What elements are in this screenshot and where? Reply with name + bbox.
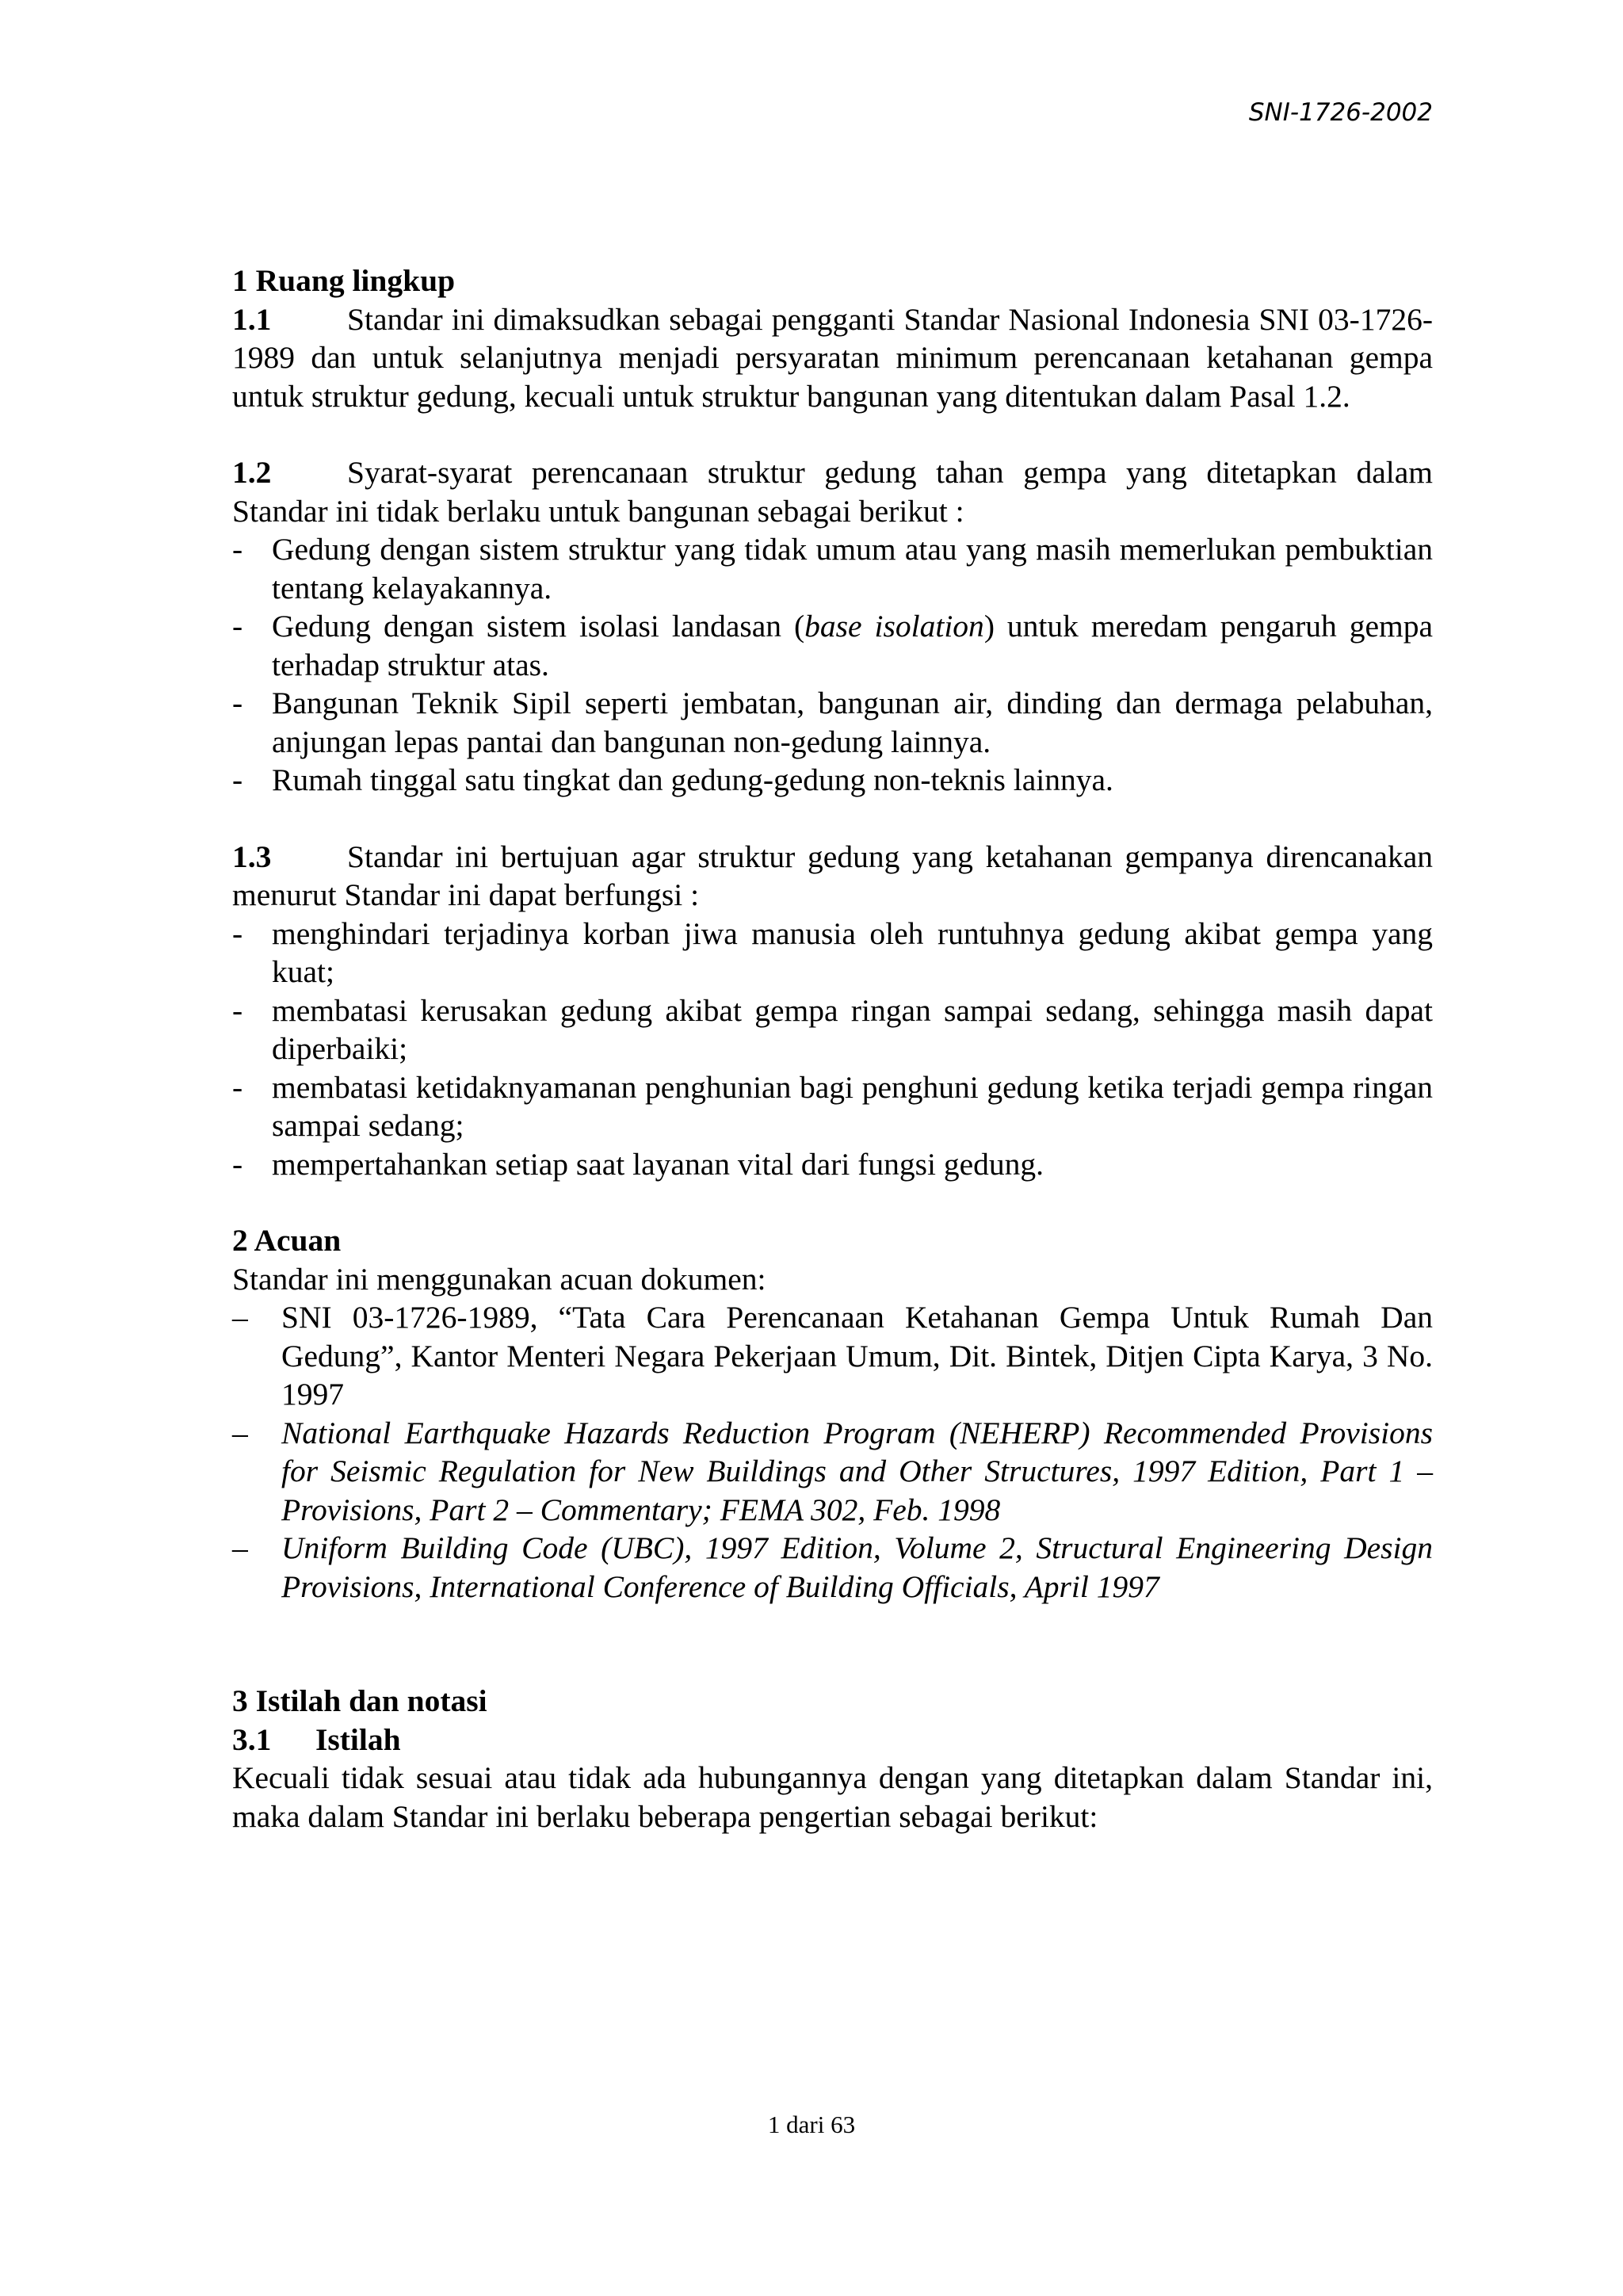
references-intro: Standar ini menggunakan acuan dokumen:: [232, 1261, 766, 1297]
paragraph-3-1: Kecuali tidak sesuai atau tidak ada hubungannya dengan yang ditetapkan dalam Standar ini, maka dalam Standar ini berlaku beberapa pengertian sebagai berikut:: [232, 1760, 1433, 1834]
list-item-text: Bangunan Teknik Sipil seperti jembatan, bangunan air, dinding dan dermaga pelabuhan, anjungan lepas pantai dan bangunan non-gedung lainnya.: [272, 686, 1433, 759]
list-item-text: mempertahankan setiap saat layanan vital dari fungsi gedung.: [272, 1146, 1044, 1182]
reference-text: SNI 03-1726-1989, “Tata Cara Perencanaan Ketahanan Gempa Untuk Rumah Dan Gedung”, Kantor Menteri Negara Pekerjaan Umum, Dit. Bintek, Ditjen Cipta Karya, 3 No. 1997: [281, 1300, 1433, 1412]
paragraph-number: 1.3: [232, 839, 272, 874]
dash-marker: -: [232, 1069, 243, 1105]
paragraph-number: 1.1: [232, 301, 272, 337]
list-item-text: Rumah tinggal satu tingkat dan gedung-gedung non-teknis lainnya.: [272, 762, 1113, 797]
section-2-heading: 2 Acuan: [232, 1223, 342, 1258]
dash-marker: -: [232, 686, 243, 720]
list-item: [232, 1145, 1433, 1184]
subsection-3-1-heading: [232, 1721, 1433, 1759]
document-code: SNI-1726-2002: [1248, 98, 1433, 127]
dash-marker: -: [232, 762, 243, 797]
list-item: [232, 607, 1433, 684]
list-item: [232, 684, 1433, 761]
list-item: [232, 530, 1433, 607]
section-1-heading: 1 Ruang lingkup: [232, 263, 456, 298]
paragraph-text: Standar ini bertujuan agar struktur gedung yang ketahanan gempanya direncanakan menurut Standar ini dapat berfungsi :: [232, 839, 1433, 912]
list-item-text: menghindari terjadinya korban jiwa manusia oleh runtuhnya gedung akibat gempa yang kuat;: [272, 915, 1433, 989]
paragraph-1-2: [232, 453, 1433, 530]
reference-text: National Earthquake Hazards Reduction Program (NEHERP) Recommended Provisions for Seismic Regulation for New Buildings and Other Structures, 1997 Edition, Part 1 – Provisions, Part 2 – Commentary; FEMA 302, Feb. 1998: [281, 1415, 1433, 1527]
paragraph-1-1: [232, 300, 1433, 416]
reference-item: [232, 1529, 1433, 1606]
reference-item: [232, 1414, 1433, 1530]
list-item-text: Gedung dengan sistem isolasi landasan (: [272, 609, 805, 644]
endash-marker: –: [232, 1530, 248, 1565]
paragraph-text: Standar ini dimaksudkan sebagai pengganti Standar Nasional Indonesia SNI 03-1726-1989 dan untuk selanjutnya menjadi persyaratan minimum perencanaan ketahanan gempa untuk struktur gedung, kecuali untuk struktur bangunan yang ditentukan dalam Pasal 1.2.: [232, 301, 1433, 414]
exclusion-list: [232, 530, 1433, 800]
list-item-text: membatasi kerusakan gedung akibat gempa ringan sampai sedang, sehingga masih dapat diperbaiki;: [272, 992, 1433, 1066]
endash-marker: –: [232, 1415, 248, 1450]
page-number: 1 dari 63: [767, 2111, 856, 2138]
paragraph-1-3: [232, 838, 1433, 915]
dash-marker: -: [232, 1146, 243, 1182]
subsection-title: Istilah: [315, 1721, 401, 1757]
reference-item: [232, 1298, 1433, 1414]
subsection-number: 3.1: [232, 1721, 272, 1757]
paragraph-number: 1.2: [232, 455, 272, 490]
references-list: [232, 1298, 1433, 1606]
italic-term: base isolation: [804, 609, 984, 644]
list-item: [232, 915, 1433, 991]
endash-marker: –: [232, 1300, 248, 1335]
list-item-text: Gedung dengan sistem struktur yang tidak umum atau yang masih memerlukan pembuktian tentang kelayakannya.: [272, 532, 1433, 606]
list-item: [232, 761, 1433, 800]
paragraph-text: Syarat-syarat perencanaan struktur gedung tahan gempa yang ditetapkan dalam Standar ini tidak berlaku untuk bangunan sebagai berikut :: [232, 455, 1433, 529]
dash-marker: -: [232, 992, 243, 1028]
list-item: [232, 1068, 1433, 1145]
list-item: [232, 991, 1433, 1068]
dash-marker: -: [232, 915, 243, 951]
reference-text: Uniform Building Code (UBC), 1997 Edition, Volume 2, Structural Engineering Design Provisions, International Conference of Building Officials, April 1997: [281, 1530, 1433, 1604]
list-item-text: ) untuk meredam pengaruh gempa terhadap struktur atas.: [272, 609, 1433, 682]
objectives-list: [232, 915, 1433, 1184]
dash-marker: -: [232, 609, 243, 644]
document-body: [232, 262, 1433, 1836]
list-item-text: membatasi ketidaknyamanan penghunian bagi penghuni gedung ketika terjadi gempa ringan sampai sedang;: [272, 1069, 1433, 1143]
dash-marker: -: [232, 532, 243, 567]
section-3-heading: 3 Istilah dan notasi: [232, 1683, 487, 1718]
